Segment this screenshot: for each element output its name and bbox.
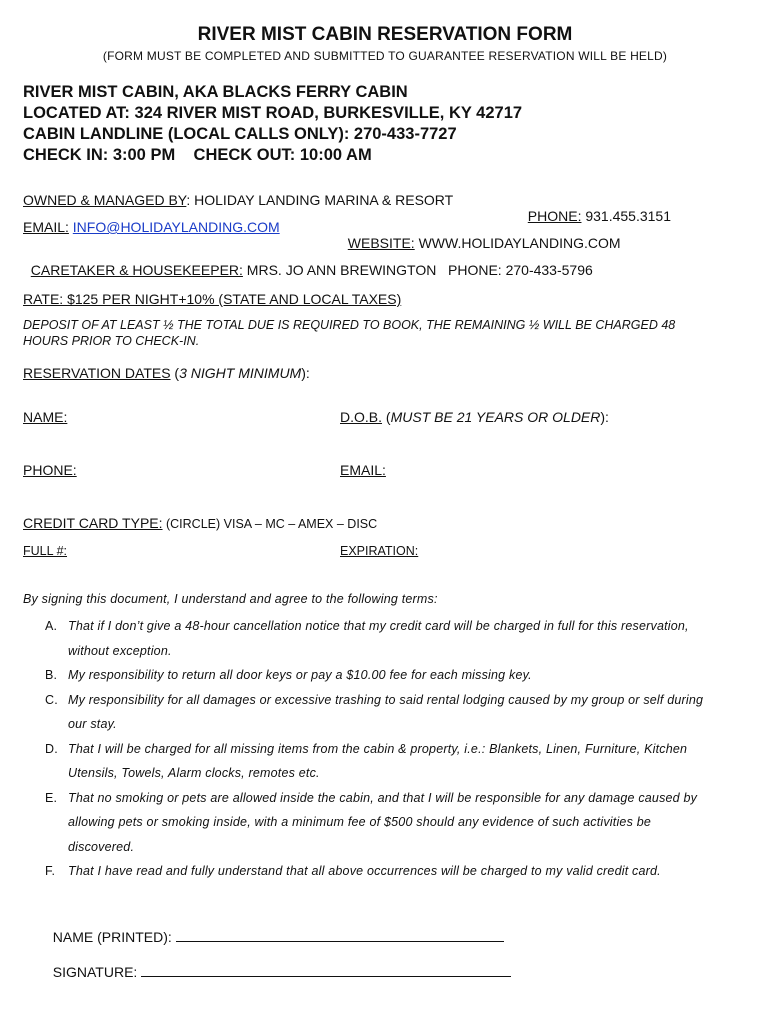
owner-line	[23, 192, 453, 208]
term-item-d	[23, 737, 753, 786]
form-title: RIVER MIST CABIN RESERVATION FORM	[197, 24, 573, 45]
printed-name-line[interactable]	[176, 927, 504, 942]
caretaker-label: CARETAKER & HOUSEKEEPER:	[30, 262, 243, 278]
term-marker: F.	[45, 864, 56, 878]
phone-field[interactable]: PHONE:	[23, 462, 77, 478]
check-times: CHECK IN: 3:00 PM CHECK OUT: 10:00 AM	[23, 146, 372, 164]
owner-phone-value: 931.455.3151	[581, 208, 671, 224]
credit-card-type-options: (CIRCLE) VISA – MC – AMEX – DISC	[162, 517, 378, 531]
terms-intro: By signing this document, I understand and agree to the following terms:	[23, 592, 438, 606]
term-text: allowing pets or smoking inside, with a minimum fee of $500 should any evidence of such activities be	[68, 815, 651, 829]
reservation-dates-field[interactable]: RESERVATION DATES (3 NIGHT MINIMUM):	[23, 365, 310, 381]
term-text: Utensils, Towels, Alarm clocks, remotes etc.	[68, 766, 320, 780]
term-marker: C.	[45, 692, 58, 707]
term-item-a	[23, 614, 753, 663]
credit-card-type-field[interactable]	[23, 515, 377, 531]
reservation-dates-label: RESERVATION DATES	[23, 365, 171, 381]
term-text: That I will be charged for all missing items from the cabin & property, i.e.: Blankets, Linen, Furniture, Kitchen	[68, 741, 688, 756]
card-number-field[interactable]: FULL #:	[23, 544, 68, 558]
name-field[interactable]: NAME:	[23, 409, 68, 425]
term-text: discovered.	[68, 839, 135, 854]
expiration-field[interactable]: EXPIRATION:	[340, 544, 419, 558]
deposit-line-2: HOURS PRIOR TO CHECK-IN.	[23, 334, 200, 348]
term-text: That if I don’t give a 48-hour cancellation notice that my credit card will be charged in full for this reservation,	[68, 619, 689, 633]
owner-value: : HOLIDAY LANDING MARINA & RESORT	[186, 192, 454, 208]
printed-name-label: NAME (PRINTED):	[52, 929, 176, 945]
terms-list	[23, 614, 753, 884]
signature-line[interactable]	[141, 962, 511, 977]
email-label: EMAIL:	[23, 219, 69, 235]
term-marker: A.	[45, 619, 58, 633]
email-link[interactable]: INFO@HOLIDAYLANDING.COM	[72, 219, 280, 235]
signature-label: SIGNATURE:	[52, 964, 142, 980]
term-item-e	[23, 786, 753, 860]
dob-field[interactable]: D.O.B. (MUST BE 21 YEARS OR OLDER):	[340, 409, 609, 425]
term-text: That no smoking or pets are allowed inside the cabin, and that I will be responsible for any damage caused by	[68, 790, 698, 805]
owner-label: OWNED & MANAGED BY	[23, 192, 187, 208]
email-line	[23, 219, 280, 235]
email-field[interactable]: EMAIL:	[340, 462, 386, 478]
caretaker-line	[23, 246, 593, 278]
cabin-landline: CABIN LANDLINE (LOCAL CALLS ONLY): 270-433-7727	[23, 125, 457, 143]
term-item-f	[23, 859, 753, 884]
dob-note: MUST BE 21 YEARS OR OLDER	[390, 409, 601, 425]
cabin-name: RIVER MIST CABIN, AKA BLACKS FERRY CABIN	[23, 83, 408, 101]
term-marker: D.	[45, 741, 58, 756]
dob-label: D.O.B.	[340, 409, 383, 425]
website-value: WWW.HOLIDAYLANDING.COM	[414, 235, 621, 251]
owner-phone-label: PHONE:	[527, 208, 582, 224]
term-text: That I have read and fully understand that all above occurrences will be charged to my valid credit card.	[68, 864, 661, 878]
term-item-c	[23, 688, 753, 737]
term-marker: B.	[45, 668, 58, 682]
credit-card-type-label: CREDIT CARD TYPE:	[23, 515, 163, 531]
deposit-line-1: DEPOSIT OF AT LEAST ½ THE TOTAL DUE IS REQUIRED TO BOOK, THE REMAINING ½ WILL BE CHARGED 48	[23, 318, 676, 332]
term-text: our stay.	[68, 717, 117, 731]
website-label: WEBSITE:	[347, 235, 415, 251]
caretaker-value: MRS. JO ANN BREWINGTON PHONE: 270-433-5796	[242, 262, 593, 278]
printed-name-field[interactable]	[45, 911, 504, 945]
term-marker: E.	[45, 790, 58, 805]
signature-field[interactable]	[45, 946, 511, 980]
term-text: without exception.	[68, 643, 172, 658]
term-text: My responsibility to return all door keys or pay a $10.00 fee for each missing key.	[68, 668, 532, 682]
term-item-b	[23, 663, 753, 688]
term-text: My responsibility for all damages or excessive trashing to said rental lodging caused by my group or self during	[68, 692, 704, 707]
reservation-dates-note: 3 NIGHT MINIMUM	[179, 365, 302, 381]
cabin-address: LOCATED AT: 324 RIVER MIST ROAD, BURKESVILLE, KY 42717	[23, 104, 523, 122]
form-subtitle: (FORM MUST BE COMPLETED AND SUBMITTED TO GUARANTEE RESERVATION WILL BE HELD)	[102, 49, 668, 63]
rate-text: RATE: $125 PER NIGHT+10% (STATE AND LOCAL TAXES)	[23, 291, 402, 307]
